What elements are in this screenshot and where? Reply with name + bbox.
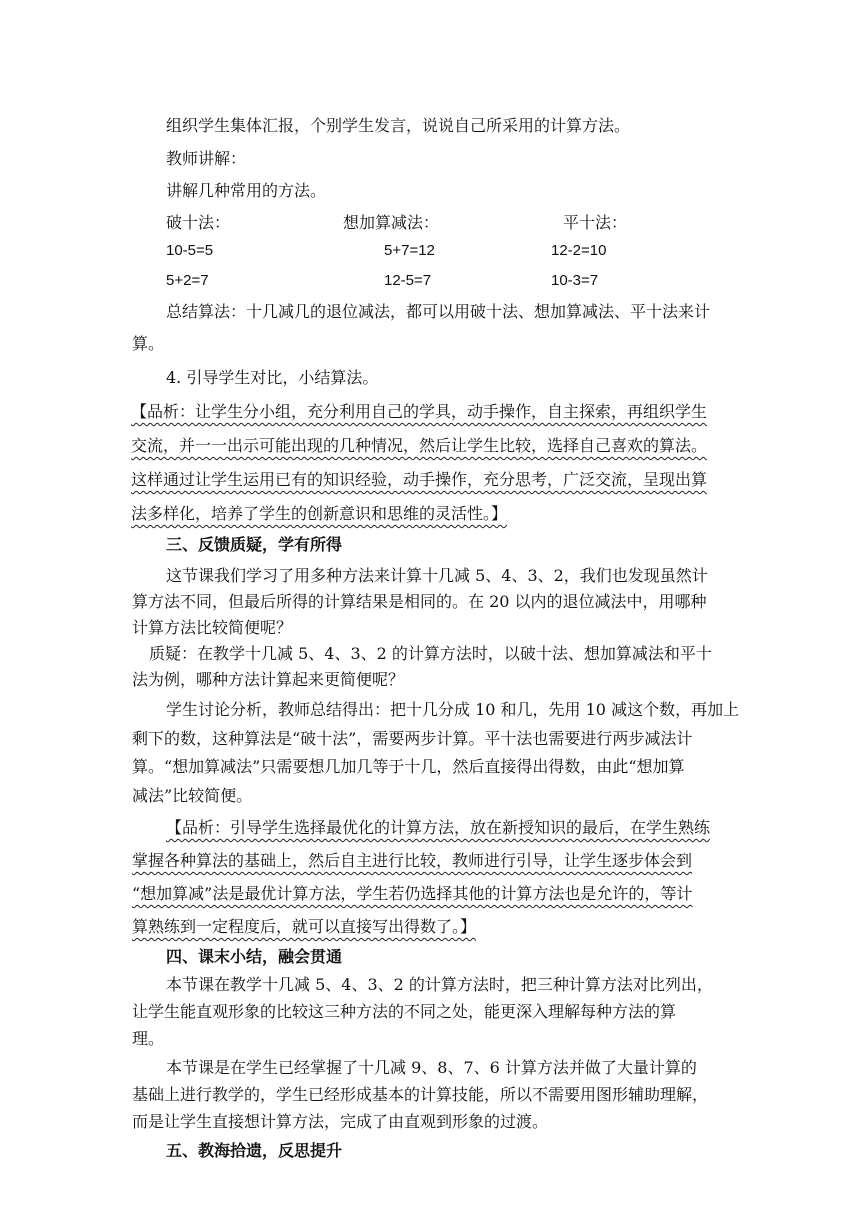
analysis-note-line: 算熟练到一定程度后，就可以直接写出得数了。】 xyxy=(132,917,477,936)
section4-paragraph-line: 理。 xyxy=(132,1029,165,1048)
method-header-break-ten: 破十法： xyxy=(166,213,231,232)
section4-paragraph-line: 本节课是在学生已经掌握了十几减 9、8、7、6 计算方法并做了大量计算的 xyxy=(166,1058,697,1077)
section3-analysis-line: 剩下的数，这种算法是“破十法”，需要两步计算。平十法也需要进行两步减法计 xyxy=(132,729,693,748)
paragraph-teacher-explain: 教师讲解： xyxy=(166,149,247,168)
paragraph-summary: 总结算法：十几减几的退位减法，都可以用破十法、想加算减法、平十法来计 xyxy=(166,302,711,321)
section4-paragraph-line: 本节课在教学十几减 5、4、3、2 的计算方法时，把三种计算方法对比列出， xyxy=(166,975,713,994)
section-heading-summary: 四、课末小结，融会贯通 xyxy=(166,947,343,966)
method-equation: 10-3=7 xyxy=(551,272,599,289)
section3-analysis-line: 算。“想加算减法”只需要想几加几等于十几，然后直接得出得数，由此“想加算 xyxy=(132,757,685,776)
paragraph-guide-compare: 4. 引导学生对比，小结算法。 xyxy=(166,368,379,387)
analysis-note-line: 交流，并一一出示可能出现的几种情况，然后让学生比较，选择自己喜欢的算法。 xyxy=(131,436,708,455)
method-header-add-subtract: 想加算减法： xyxy=(343,213,440,232)
paragraph-summary-cont: 算。 xyxy=(132,334,165,353)
section-heading-reflection: 五、教海拾遗，反思提升 xyxy=(166,1141,343,1160)
section4-paragraph-line: 而是让学生直接想计算方法，完成了由直观到形象的过渡。 xyxy=(132,1112,549,1131)
method-equation: 5+7=12 xyxy=(384,242,435,259)
analysis-note-line: 法多样化，培养了学生的创新意识和思维的灵活性。】 xyxy=(131,504,508,523)
analysis-note-line: 【品析：让学生分小组，充分利用自己的学具，动手操作，自主探索，再组织学生 xyxy=(131,402,708,421)
section3-paragraph-line: 计算方法比较简便呢？ xyxy=(132,618,293,637)
section3-question-line: 法为例，哪种方法计算起来更简便呢？ xyxy=(132,670,405,689)
analysis-note-line: 这样通过让学生运用已有的知识经验，动手操作，充分思考，广泛交流，呈现出算 xyxy=(131,470,708,489)
analysis-note-line: “想加算减”法是最优计算方法，学生若仍选择其他的计算方法也是允许的，等计 xyxy=(132,884,693,903)
section-heading-feedback: 三、反馈质疑，学有所得 xyxy=(166,535,343,554)
analysis-note-line: 【品析：引导学生选择最优化的计算方法，放在新授知识的最后，在学生熟练 xyxy=(166,818,711,837)
section3-analysis-line: 学生讨论分析，教师总结得出：把十几分成 10 和几，先用 10 减这个数，再加上 xyxy=(166,700,740,719)
analysis-note-line: 掌握各种算法的基础上，然后自主进行比较，教师进行引导，让学生逐步体会到 xyxy=(132,851,693,870)
paragraph-report: 组织学生集体汇报，个别学生发言，说说自己所采用的计算方法。 xyxy=(166,116,631,135)
method-equation: 5+2=7 xyxy=(166,272,209,289)
section3-question-line: 质疑：在教学十几减 5、4、3、2 的计算方法时，以破十法、想加算减法和平十 xyxy=(149,644,712,663)
method-header-level-ten: 平十法： xyxy=(563,213,628,232)
section3-analysis-line: 减法”比较简便。 xyxy=(132,786,253,805)
method-equation: 10-5=5 xyxy=(166,242,214,259)
method-equation: 12-5=7 xyxy=(384,272,432,289)
section4-paragraph-line: 让学生能直观形象的比较这三种方法的不同之处，能更深入理解每种方法的算 xyxy=(132,1002,677,1021)
section3-paragraph-line: 这节课我们学习了用多种方法来计算十几减 5、4、3、2，我们也发现虽然计 xyxy=(166,566,708,585)
section3-paragraph-line: 算方法不同，但最后所得的计算结果是相同的。在 20 以内的退位减法中，用哪种 xyxy=(132,592,707,611)
section4-paragraph-line: 基础上进行教学的，学生已经形成基本的计算技能，所以不需要用图形辅助理解， xyxy=(132,1085,709,1104)
paragraph-methods-intro: 讲解几种常用的方法。 xyxy=(166,181,327,200)
method-equation: 12-2=10 xyxy=(551,242,607,259)
